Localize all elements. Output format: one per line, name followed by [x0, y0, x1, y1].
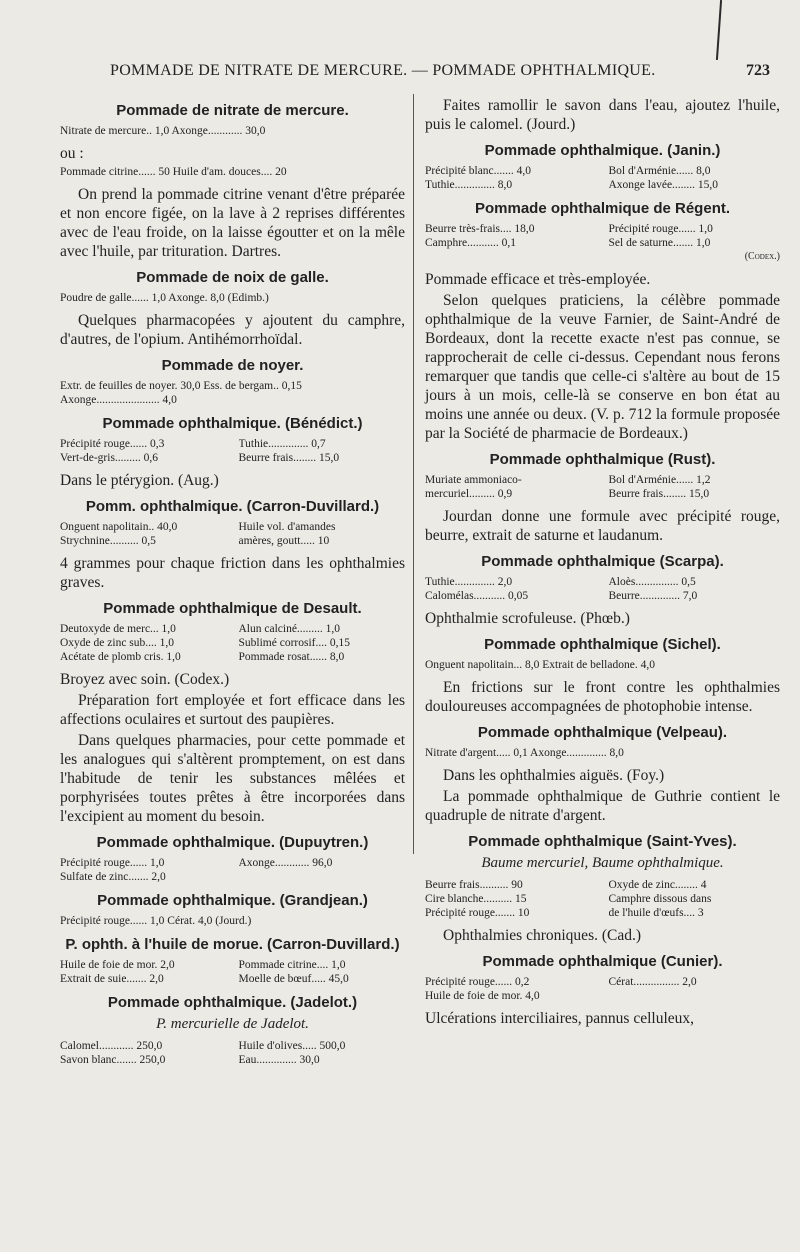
source-citation: (Codex.): [744, 251, 780, 262]
recipe-item: Onguent napolitain.. 40,0: [60, 521, 178, 533]
recipe-item: Précipité rouge....... 10: [425, 907, 530, 919]
body-text: On prend la pommade citrine venant d'être préparée et non encore figée, on la lave à 2 reprises différentes avec de l'eau froide, on la laisse égoutter et on la mêle avec l'huile, par trituration. Dartres.: [60, 186, 405, 260]
recipe-item: Muriate ammoniaco-: [425, 474, 522, 486]
body-text: Ophthalmie scrofuleuse. (Phœb.): [425, 610, 630, 627]
recipe-item: Précipité rouge...... 0,3: [60, 438, 165, 450]
recipe-item: Pommade rosat...... 8,0: [238, 651, 345, 663]
recipe-item: Deutoxyde de merc... 1,0: [60, 623, 176, 635]
recipe-item: Sulfate de zinc....... 2,0: [60, 871, 166, 883]
section-subtitle: Baume mercuriel, Baume ophthalmique.: [481, 855, 724, 871]
ink-scratch-mark: [716, 0, 722, 60]
body-text: Broyez avec soin. (Codex.): [60, 671, 230, 688]
recipe-item: Sublimé corrosif.... 0,15: [238, 637, 350, 649]
body-text: Quelques pharmacopées y ajoutent du camphre, d'autres, de l'opium. Antihémorrhoïdal.: [60, 312, 405, 348]
body-text: Dans quelques pharmacies, pour cette pommade et les analogues qui s'altèrent promptement, on est dans l'habitude de tenir les substances mêlées et porphyrisées toutes prêtes à être incorporées dans l'excipient au moment du besoin.: [60, 732, 405, 825]
recipe-item: Alun calciné......... 1,0: [238, 623, 341, 635]
section-heading: Pommade ophthalmique. (Dupuytren.): [96, 834, 369, 851]
body-text: La pommade ophthalmique de Guthrie contient le quadruple de nitrate d'argent.: [425, 788, 780, 824]
body-text: Ophthalmies chroniques. (Cad.): [443, 927, 642, 944]
section-heading: Pommade ophthalmique (Sichel).: [484, 636, 721, 653]
recipe-item: Beurre.............. 7,0: [608, 590, 698, 602]
recipe-line: Poudre de galle...... 1,0 Axonge. 8,0 (Edimb.): [60, 292, 269, 304]
recipe-item: Précipité rouge...... 1,0: [60, 857, 165, 869]
recipe-line: Nitrate d'argent..... 0,1 Axonge.............. 8,0: [425, 747, 624, 759]
recipe-item: de l'huile d'œufs.... 3: [608, 907, 704, 919]
recipe-line: Nitrate de mercure.. 1,0 Axonge............ 30,0: [60, 125, 266, 137]
section-heading: Pommade ophthalmique de Régent.: [474, 200, 731, 217]
recipe-item: Bol d'Arménie...... 1,2: [608, 474, 711, 486]
section-heading: Pommade ophthalmique. (Janin.): [484, 142, 721, 159]
recipe-item: Eau.............. 30,0: [238, 1054, 320, 1066]
body-text: 4 grammes pour chaque friction dans les ophthalmies graves.: [60, 555, 405, 591]
recipe-line: Précipité rouge...... 1,0 Cérat. 4,0 (Jourd.): [60, 915, 252, 927]
recipe-line: Onguent napolitain... 8,0 Extrait de belladone. 4,0: [425, 659, 655, 671]
right-column: [425, 94, 780, 1030]
body-text: Préparation fort employée et fort efficace dans les affections oculaires et surtout des paupières.: [60, 692, 405, 728]
recipe-item: Calomel............ 250,0: [60, 1040, 163, 1052]
recipe-item: Vert-de-gris......... 0,6: [60, 452, 159, 464]
recipe-item: Huile d'olives..... 500,0: [238, 1040, 346, 1052]
recipe-item: Camphre dissous dans: [608, 893, 712, 905]
section-heading: Pommade ophthalmique (Scarpa).: [481, 553, 724, 570]
recipe-item: Extrait de suie....... 2,0: [60, 973, 164, 985]
recipe-item: amères, goutt..... 10: [238, 535, 330, 547]
recipe-item: Moelle de bœuf..... 45,0: [238, 973, 349, 985]
section-heading: Pommade de nitrate de mercure.: [116, 102, 349, 119]
recipe-item: Axonge............ 96,0: [238, 857, 333, 869]
body-text: ou :: [60, 145, 84, 162]
recipe-item: Oxyde de zinc........ 4: [608, 879, 707, 891]
recipe-item: Strychnine.......... 0,5: [60, 535, 156, 547]
recipe-item: mercuriel......... 0,9: [425, 488, 513, 500]
body-text: Pommade efficace et très-employée.: [425, 271, 651, 288]
recipe-line: Pommade citrine...... 50 Huile d'am. douces.... 20: [60, 166, 287, 178]
body-text: En frictions sur le front contre les ophthalmies douloureuses accompagnées de photophobie intense.: [425, 679, 780, 715]
recipe-item: Acétate de plomb cris. 1,0: [60, 651, 181, 663]
body-text: Ulcérations interciliaires, pannus celluleux,: [425, 1010, 695, 1027]
recipe-item: Beurre très-frais.... 18,0: [425, 223, 535, 235]
body-text: Faites ramollir le savon dans l'eau, ajoutez l'huile, puis le calomel. (Jourd.): [425, 97, 780, 133]
recipe-item: Précipité rouge...... 0,2: [425, 976, 530, 988]
recipe-item: Précipité rouge...... 1,0: [608, 223, 713, 235]
section-subtitle: P. mercurielle de Jadelot.: [156, 1016, 309, 1032]
section-heading: Pommade ophthalmique. (Jadelot.): [107, 994, 358, 1011]
recipe-line: Extr. de feuilles de noyer. 30,0 Ess. de bergam.. 0,15: [60, 380, 302, 392]
section-heading: Pommade ophthalmique (Cunier).: [482, 953, 723, 970]
recipe-item: Beurre frais........ 15,0: [608, 488, 710, 500]
section-heading: Pommade de noyer.: [161, 357, 304, 374]
recipe-item: Calomélas........... 0,05: [425, 590, 529, 602]
section-heading: Pommade de noix de galle.: [136, 269, 329, 286]
body-text: Selon quelques praticiens, la célèbre pommade ophthalmique de la veuve Farnier, de Saint-André de Bordeaux, dont la recette exacte n'est pas connue, se rapprocherait de celle ci-dessus. Cependant nous ferons remarquer que tandis que celle-ci s'altère au bout de 15 jours à un mois, celle-là se conserve en bon état au moins une année ou deux. (V. p. 712 la formule proposée par la Société de pharmacie de Bordeaux.): [425, 292, 780, 442]
recipe-item: Tuthie.............. 2,0: [425, 576, 513, 588]
body-text: Jourdan donne une formule avec précipité rouge, beurre, extrait de saturne et laudanum.: [425, 508, 780, 544]
section-heading: Pommade ophthalmique (Rust).: [489, 451, 716, 468]
recipe-item: Savon blanc....... 250,0: [60, 1054, 166, 1066]
recipe-item: [609, 989, 781, 1003]
recipe-line: Axonge...................... 4,0: [60, 394, 177, 406]
recipe-item: Bol d'Arménie...... 8,0: [608, 165, 711, 177]
section-heading: Pomm. ophthalmique. (Carron-Duvillard.): [85, 498, 380, 515]
recipe-item: Huile de foie de mor. 2,0: [60, 959, 175, 971]
section-heading: Pommade ophthalmique (Velpeau).: [477, 724, 728, 741]
column-divider: [413, 94, 414, 854]
recipe-item: Huile de foie de mor. 4,0: [425, 990, 540, 1002]
recipe-item: Beurre frais.......... 90: [425, 879, 523, 891]
section-heading: Pommade ophthalmique. (Grandjean.): [97, 892, 368, 909]
recipe-item: Aloès............... 0,5: [608, 576, 696, 588]
recipe-item: Cire blanche.......... 15: [425, 893, 527, 905]
recipe-item: Cérat................ 2,0: [608, 976, 697, 988]
recipe-item: Précipité blanc....... 4,0: [425, 165, 532, 177]
section-heading: Pommade ophthalmique. (Bénédict.): [102, 415, 363, 432]
section-heading: Pommade ophthalmique (Saint-Yves).: [468, 833, 737, 850]
recipe-item: Tuthie.............. 8,0: [425, 179, 513, 191]
recipe-item: Camphre........... 0,1: [425, 237, 517, 249]
running-head-title: POMMADE DE NITRATE DE MERCURE. — POMMADE OPHTHALMIQUE.: [110, 62, 656, 79]
body-text: Dans les ophthalmies aiguës. (Foy.): [443, 767, 665, 784]
section-heading: P. ophth. à l'huile de morue. (Carron-Duvillard.): [65, 936, 400, 953]
recipe-item: Axonge lavée........ 15,0: [608, 179, 719, 191]
left-column: [60, 94, 405, 1073]
recipe-item: Beurre frais........ 15,0: [238, 452, 340, 464]
recipe-item: Pommade citrine.... 1,0: [238, 959, 346, 971]
recipe-item: Huile vol. d'amandes: [238, 521, 336, 533]
page-number: 723: [746, 62, 770, 79]
recipe-item: Sel de saturne....... 1,0: [608, 237, 711, 249]
section-heading: Pommade ophthalmique de Desault.: [103, 600, 362, 617]
recipe-item: Tuthie.............. 0,7: [238, 438, 326, 450]
recipe-item: Oxyde de zinc sub.... 1,0: [60, 637, 175, 649]
body-text: Dans le ptérygion. (Aug.): [60, 472, 219, 489]
